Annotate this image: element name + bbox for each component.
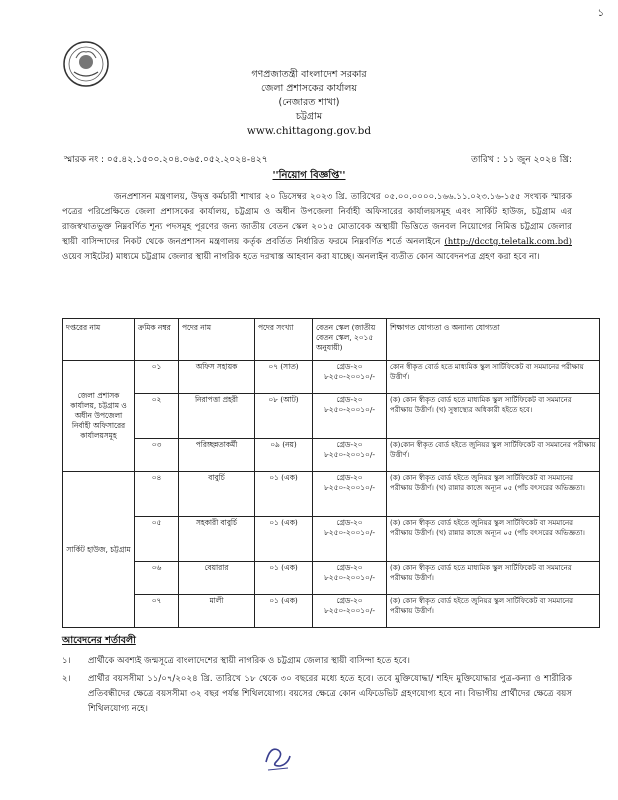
header-dept: দপ্তরের নাম [63,319,135,361]
table-row [63,472,600,517]
cell-grade: গ্রেড-২০ [336,395,363,404]
notice-title-text: ''নিয়োগ বিজ্ঞপ্তি'' [272,170,346,181]
vacancy-table [62,318,600,628]
cell-grade: গ্রেড-২০ [336,596,363,605]
cell-scale [313,361,387,394]
cell-grade: গ্রেড-২০ [336,518,363,527]
table-row [63,394,600,439]
cell-post: বাবুর্চি [179,472,255,517]
intro-paragraph [62,190,572,265]
cell-serial: ০৬ [135,562,179,595]
cell-serial: ০৩ [135,439,179,472]
cell-count: ০১ (এক) [255,595,313,628]
table-row [63,517,600,562]
memo-line [64,152,572,167]
notice-title [0,168,618,185]
memo-date: তারিখ : ১১ জুন ২০২৪ খ্রি: [471,155,572,165]
header-line-office: জেলা প্রশাসকের কার্যালয় [261,83,357,94]
header-count: পদের সংখ্যা [255,319,313,361]
cell-scale [313,517,387,562]
table-row [63,595,600,628]
condition-text: প্রার্থীকে অবশ্যই জন্মসূত্রে বাংলাদেশের স্থায়ী নাগরিক ও চট্টগ্রাম জেলার স্থায়ী বাসিন্দা হতে হবে। [88,656,410,666]
cell-pay: ৮২৫০-২০০১০/- [323,573,376,582]
table-row [63,361,600,394]
table-row [63,439,600,472]
condition-number: ১। [62,656,71,666]
application-url: (http://dcctg.teletalk.com.bd) [444,237,572,247]
cell-serial: ০৪ [135,472,179,517]
cell-scale [313,595,387,628]
cell-count: ০১ (এক) [255,562,313,595]
header-line-branch: (নেজারত শাখা) [278,97,340,108]
conditions-title: আবেদনের শর্তাবলী [62,635,136,646]
cell-grade: গ্রেড-২০ [336,563,363,572]
cell-grade: গ্রেড-২০ [336,440,363,449]
cell-qualification: (ক) কোন স্বীকৃত বোর্ড হতে মাধ্যমিক স্কুল সার্টিফিকেট বা সমমানের পরীক্ষায় উত্তীর্ণ। (খ) সুস্বাস্থ্যের অধিকারী হইতে হবে। [387,394,600,439]
cell-post: নিরাপত্তা প্রহরী [179,394,255,439]
cell-pay: ৮২৫০-২০০১০/- [323,450,376,459]
office-header [0,68,618,138]
cell-pay: ৮২৫০-২০০১০/- [323,372,376,381]
cell-post: বেয়ারার [179,562,255,595]
list-item [62,654,572,669]
header-line-government: গণপ্রজাতন্ত্রী বাংলাদেশ সরকার [251,69,367,80]
cell-serial: ০৭ [135,595,179,628]
page-number: ১ [597,8,604,19]
cell-qualification: (ক) কোন স্বীকৃত বোর্ড হতে মাধ্যমিক স্কুল সার্টিফিকেট বা সমমানের পরীক্ষায় উত্তীর্ণ। [387,562,600,595]
cell-scale [313,394,387,439]
intro-part-1: জনপ্রশাসন মন্ত্রণালয়, উদ্বৃত্ত কর্মচারী শাখার ২০ ডিসেম্বর ২০২৩ খ্রি. তারিখের ০৫.০০.০০০০.১৬৬.১১.০২৩.১৬-১৫৫ সংখ্যক স্মারক পত্রের পরিপ্রেক্ষিতে জেলা প্রশাসকের কার্যালয়, চট্টগ্রাম ও অধীন উপজেলা নির্বাহী অফিসারের কার্যালয়সমূহ এবং সার্কিট হাউজ, চট্টগ্রাম এর রাজস্বখাতভুক্ত নিম্নবর্ণিত শূন্য পদসমূহ পূরণের জন্য জাতীয় বেতন স্কেল ২০১৫ মোতাবেক অস্থায়ী ভিত্তিতে জনবল নিয়োগের নিমিত্ত চট্টগ্রাম জেলার স্থায়ী বাসিন্দাদের নিকট থেকে জনপ্রশাসন মন্ত্রণালয় কর্তৃক প্রবর্তিত নির্ধারিত ফরমে নিম্নবর্ণিত শর্তে অনলাইনে [62,192,572,247]
cell-pay: ৮২৫০-২০০১০/- [323,405,376,414]
header-serial: ক্রমিক নম্বর [135,319,179,361]
table-header-row [63,319,600,361]
signature-mark-icon [258,736,298,776]
intro-part-2: ওয়েব সাইটের) মাধ্যমে চট্টগ্রাম জেলার স্থায়ী নাগরিক হতে দরখাস্ত আহবান করা যাচ্ছে। অনলাইন ব্যতীত কোন আবেদনপত্র গ্রহণ করা হবে না। [62,252,540,262]
cell-post: মালী [179,595,255,628]
cell-post: অফিস সহায়ক [179,361,255,394]
cell-count: ০৭ (সাত) [255,361,313,394]
cell-post: সহকারী বাবুর্চি [179,517,255,562]
header-website: www.chittagong.gov.bd [246,125,372,137]
header-scale: বেতন স্কেল (জাতীয় বেতন স্কেল, ২০১৫ অনুযায়ী) [313,319,387,361]
cell-qualification: (ক) কোন স্বীকৃত বোর্ড হইতে জুনিয়র স্কুল সার্টিফিকেট বা সমমানের পরীক্ষায় উত্তীর্ণ। [387,595,600,628]
cell-count: ০১ (এক) [255,517,313,562]
conditions-list [62,654,572,720]
cell-pay: ৮২৫০-২০০১০/- [323,483,376,492]
memo-reference: স্মারক নং : ০৫.৪২.১৫০০.২০৪.০৬৫.০৫২.২০২৪-৪২৭ [64,155,268,165]
cell-qualification: (ক) কোন স্বীকৃত বোর্ড হইতে জুনিয়র স্কুল সার্টিফিকেট বা সমমানের পরীক্ষায় উত্তীর্ণ। (খ) রান্নার কাজে অন্যূন ০৫ (পাঁচ বৎসরের অভিজ্ঞতা। [387,517,600,562]
cell-pay: ৮২৫০-২০০১০/- [323,528,376,537]
cell-qualification: (ক)কোন স্বীকৃত বোর্ড হইতে জুনিয়র স্কুল সার্টিফিকেট বা সমমানের পরীক্ষায় উত্তীর্ণ। [387,439,600,472]
condition-text: প্রার্থীর বয়সসীমা ১১/০৭/২০২৪ খ্রি. তারিখে ১৮ থেকে ৩০ বছরের মধ্যে হতে হবে। তবে মুক্তিযোদ্ধা/ শহিদ মুক্তিযোদ্ধার পুত্র-কন্যা ও শারীরিক প্রতিবন্ধীদের ক্ষেত্রে বয়সসীমা ৩২ বছর পর্যন্ত শিথিলযোগ্য। বয়সের ক্ষেত্রে কোন এফিডেভিট গ্রহণযোগ্য হবে না। বিভাগীয় প্রার্থীদের ক্ষেত্রে বয়স শিথিলযোগ্য নহে। [88,674,572,714]
dept-circuit-house: সার্কিট হাউজ, চট্টগ্রাম [63,472,135,628]
cell-qualification: কোন স্বীকৃত বোর্ড হতে মাধ্যমিক স্কুল সার্টিফিকেট বা সমমানের পরীক্ষায় উত্তীর্ণ। [387,361,600,394]
list-item [62,672,572,717]
dept-dc-office: জেলা প্রশাসক কার্যালয়, চট্টগ্রাম ও অধীন উপজেলা নির্বাহী অফিসারের কার্যালয়সমূহ [63,361,135,472]
cell-post: পরিচ্ছন্নতাকর্মী [179,439,255,472]
cell-serial: ০৫ [135,517,179,562]
cell-serial: ০১ [135,361,179,394]
condition-number: ২। [62,674,71,684]
cell-pay: ৮২৫০-২০০১০/- [323,606,376,615]
cell-scale [313,562,387,595]
header-qualification: শিক্ষাগত যোগ্যতা ও অন্যান্য যোগ্যতা [387,319,600,361]
cell-grade: গ্রেড-২০ [336,362,363,371]
cell-count: ০১ (এক) [255,472,313,517]
cell-qualification: (ক) কোন স্বীকৃত বোর্ড হইতে জুনিয়র স্কুল সার্টিফিকেট বা সমমানের পরীক্ষায় উত্তীর্ণ। (খ) রান্নার কাজে অন্যূন ০৫ (পাঁচ বৎসরের অভিজ্ঞতা। [387,472,600,517]
cell-count: ০৮ (আট) [255,394,313,439]
header-post: পদের নাম [179,319,255,361]
cell-grade: গ্রেড-২০ [336,473,363,482]
cell-scale [313,439,387,472]
table-row [63,562,600,595]
header-line-city: চট্টগ্রাম [295,111,323,122]
cell-count: ০৯ (নয়) [255,439,313,472]
cell-scale [313,472,387,517]
cell-serial: ০২ [135,394,179,439]
